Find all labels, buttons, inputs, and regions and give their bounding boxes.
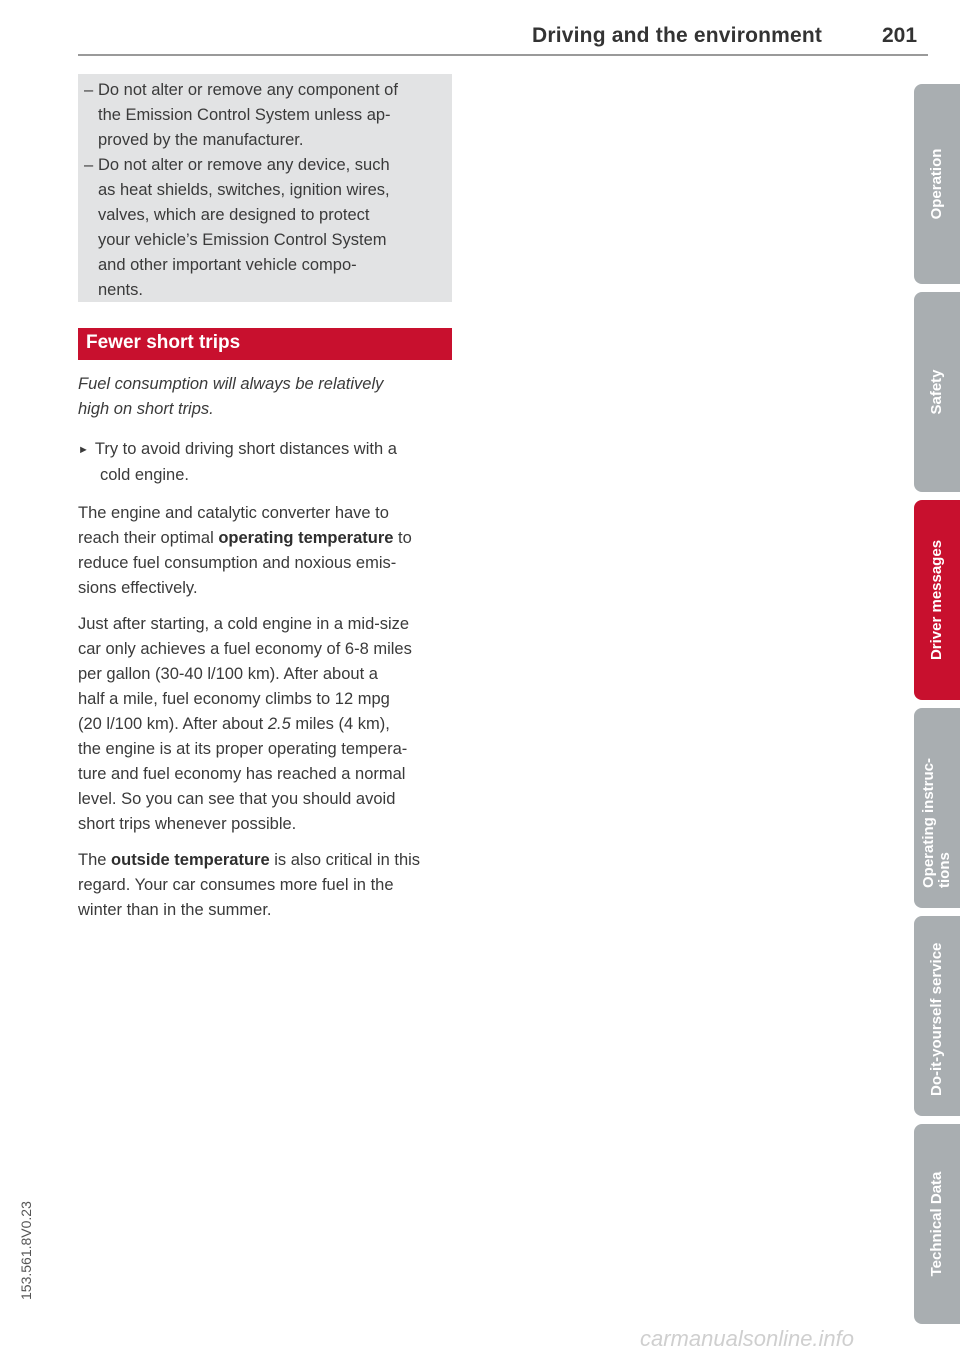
header-divider <box>78 54 928 56</box>
chapter-title: Driving and the environment <box>532 24 823 47</box>
warning-item: – Do not alter or remove any component of the Emission Control System unless ap- proved by the manufacturer. <box>84 81 398 149</box>
page-number: 201 <box>882 24 918 47</box>
arrow-right-icon: ► <box>78 444 89 456</box>
warning-box <box>78 74 452 302</box>
tab-technical-data[interactable]: Technical Data <box>914 1124 960 1324</box>
section-heading-bar <box>78 328 452 360</box>
section-lead: Fuel consumption will always be relatively high on short trips. <box>78 375 384 418</box>
watermark: carmanualsonline.info <box>640 1326 855 1351</box>
paragraph-outside-temperature: The outside temperature is also critical in this regard. Your car consumes more fuel in the winter than in the summer. <box>78 851 421 919</box>
tab-driver-messages[interactable]: Driver messages <box>914 500 960 700</box>
tab-operation[interactable]: Operation <box>914 84 960 284</box>
section-title: Fewer short trips <box>86 332 241 353</box>
paragraph-operating-temperature: The engine and catalytic converter have to reach their optimal operating temperature to reduce fuel consumption and noxious emis- sions effectively. <box>78 504 412 597</box>
tab-operating-instructions[interactable]: Operating instruc- tions <box>914 708 960 908</box>
instruction-step: ► Try to avoid driving short distances with a cold engine. <box>78 440 397 484</box>
tab-do-it-yourself-service[interactable]: Do-it-yourself service <box>914 916 960 1116</box>
paragraph-cold-engine: Just after starting, a cold engine in a mid-size car only achieves a fuel economy of 6-8 miles per gallon (30-40 l/100 km). After about a half a mile, fuel economy climbs to 12 mpg (20 l/100 km). After about 2.5 miles (4 km), the engine is at its proper operating tempera- ture and fuel economy has reached a normal level. So you can see that you should avoid short trips whenever possible. <box>78 615 412 833</box>
tab-safety[interactable]: Safety <box>914 292 960 492</box>
warning-item: – Do not alter or remove any device, such as heat shields, switches, ignition wires, valves, which are designed to protect your vehicle’s Emission Control System and other important vehicle compo- nents. <box>84 156 390 299</box>
document-code: 153.561.8V0.23 <box>18 1201 34 1300</box>
